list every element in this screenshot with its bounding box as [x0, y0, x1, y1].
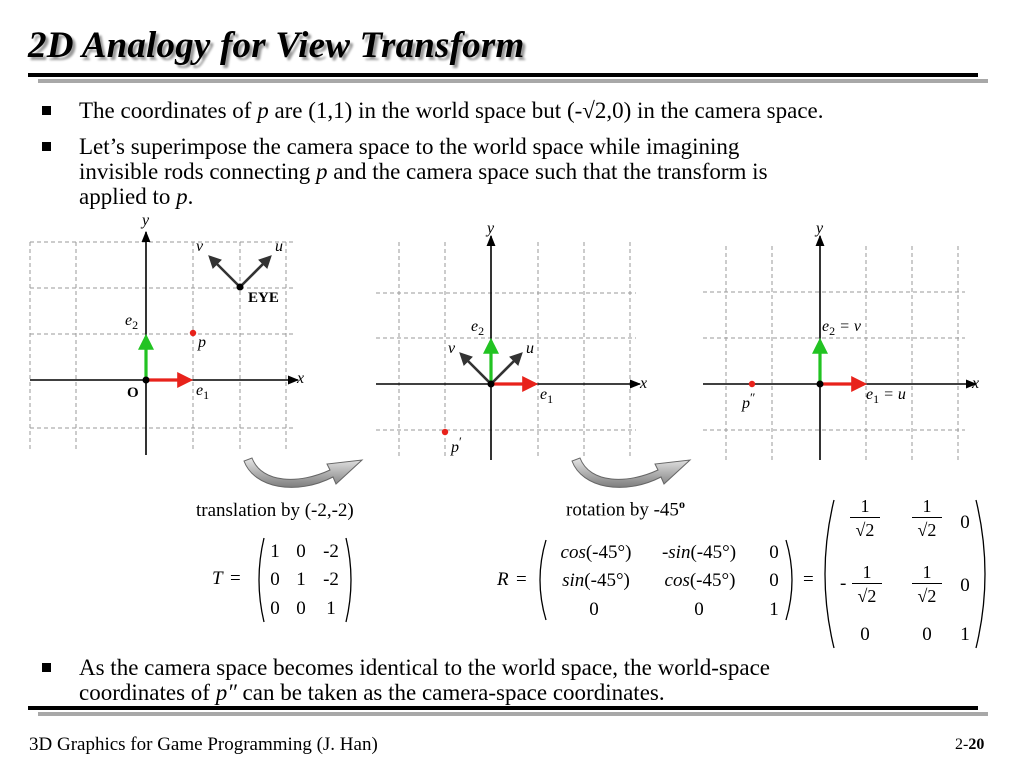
angle-arg: (-45°): [585, 542, 632, 563]
e1-subscript: 1: [203, 388, 210, 403]
bullet-2-line-3-pre: applied to: [79, 184, 177, 209]
bullet-2-line-1: Let’s superimpose the camera space to the world space while imagining: [79, 134, 740, 159]
translation-caption: translation by (-2,-2): [196, 500, 354, 521]
footer-rule-grey: [38, 712, 988, 716]
e1-base: e: [540, 386, 548, 403]
diagram-2-p-prime-label: [451, 434, 462, 457]
result-r3c2: 0: [922, 624, 932, 645]
transition-arrow-1: [244, 458, 362, 487]
diagram-1-e1-label: [196, 382, 209, 403]
diagram-3-y-label: y: [816, 220, 824, 237]
bullet-2-line-3-var: p: [176, 184, 188, 209]
degree-mark: o: [678, 497, 685, 511]
diagram-1-origin-label: O: [127, 385, 139, 401]
translation-cell-r2c3: -2: [323, 569, 339, 590]
bullet-2-line-2-var: p: [316, 159, 328, 184]
result-r3c1: 0: [860, 624, 870, 645]
result-r2c3: 0: [960, 575, 970, 596]
bullet-2-line-2-post: and the camera space such that the transform is: [327, 159, 768, 184]
title-rule: [28, 73, 988, 83]
diagram-1-e2-label: [125, 312, 138, 333]
e2-subscript: 2: [829, 324, 836, 339]
diagram-1-p-label: p: [198, 334, 206, 351]
p-base: p: [742, 395, 750, 412]
diagram-1-origin-point: [143, 377, 150, 384]
bullet-3-line-1: As the camera space becomes identical to the world space, the world-space: [79, 655, 770, 680]
diagram-2-v-label: v: [448, 340, 456, 357]
e2-base: e: [471, 318, 479, 335]
bullet-3-line-2-post: can be taken as the camera-space coordinates.: [236, 680, 665, 705]
bullet-2-line-2-pre: invisible rods connecting: [79, 159, 316, 184]
bullet-marker: [42, 142, 51, 151]
diagram-1-u-vector: [240, 257, 270, 287]
fraction-numerator: 1: [862, 562, 872, 582]
diagram-2-e2-label: [471, 318, 484, 339]
e2-subscript: 2: [478, 324, 485, 339]
rotation-cell-r1c2: [650, 542, 748, 564]
result-r1c2-fraction: [912, 496, 942, 540]
diagram-2-e1-label: [540, 386, 553, 407]
e1-equals-u: = u: [879, 386, 906, 403]
rotation-cell-r2c2: [654, 570, 746, 592]
double-prime-mark: ″: [750, 390, 756, 405]
result-r2c1-minus: -: [840, 573, 847, 594]
page-title: 2D Analogy for View Transform: [28, 25, 525, 66]
diagram-3-e1-label: [866, 386, 906, 407]
diagram-3-p-double-prime-label: [742, 390, 755, 413]
diagram-2-y-label: y: [487, 220, 495, 237]
translation-cell-r1c2: 0: [296, 541, 306, 562]
diagram-2-x-label: x: [640, 375, 648, 392]
diagram-3-x-label: x: [972, 375, 980, 392]
diagram-2-origin-point: [488, 381, 495, 388]
rotation-cell-r2c3: 0: [769, 570, 779, 591]
bullet-1-var: p: [257, 98, 269, 123]
diagram-1-grid: [30, 242, 296, 452]
e1-subscript: 1: [873, 392, 880, 407]
page-prefix: 2-: [955, 736, 969, 753]
bullet-3: [42, 655, 987, 705]
diagram-2-u-vector: [491, 354, 521, 384]
cos-function: cos: [664, 570, 690, 591]
sin-function: sin: [562, 570, 585, 591]
translation-cell-r1c1: 1: [270, 541, 280, 562]
e1-subscript: 1: [547, 392, 554, 407]
rotation-cell-r1c1: [551, 542, 641, 564]
diagram-3-point-p-double-prime: [749, 381, 755, 387]
diagram-2-v-vector: [461, 354, 491, 384]
result-r1c1-fraction: [850, 496, 880, 540]
angle-arg: (-45°): [690, 542, 737, 563]
diagram-2-point-p-prime: [442, 429, 448, 435]
bullet-1-text-post: are (1,1) in the world space but (-√2,0) in the camera space.: [268, 98, 824, 123]
p-base: p: [451, 439, 459, 456]
diagram-1-v-label: v: [196, 238, 204, 255]
diagram-3-grid: [703, 246, 965, 460]
rotation-caption: [566, 497, 685, 521]
diagram-1-eye-point: [237, 284, 244, 291]
bullet-marker: [42, 663, 51, 672]
fraction-numerator: 1: [922, 562, 932, 582]
diagram-3-e2-label: [822, 318, 861, 339]
rotation-cell-r3c3: 1: [769, 599, 779, 620]
diagram-1-v-vector: [210, 257, 240, 287]
translation-cell-r3c1: 0: [270, 598, 280, 619]
rotation-equals: =: [516, 569, 527, 590]
cos-function: cos: [560, 542, 586, 563]
translation-equals: =: [230, 568, 241, 589]
rotation-cell-r3c2: 0: [694, 599, 704, 620]
rotation-cell-r2c1: [551, 570, 641, 592]
diagram-3-origin-point: [817, 381, 824, 388]
diagram-1-x-label: x: [297, 370, 305, 387]
rotation-result-equals: =: [803, 569, 814, 590]
e1-base: e: [196, 382, 204, 399]
e2-base: e: [125, 312, 133, 329]
translation-cell-r2c2: 1: [296, 569, 306, 590]
translation-cell-r3c2: 0: [296, 598, 306, 619]
fraction-numerator: 1: [922, 496, 932, 516]
diagram-1-y-label: y: [142, 212, 150, 229]
result-r1c3: 0: [960, 512, 970, 533]
angle-arg: (-45°): [584, 570, 630, 591]
page-number: 20: [968, 736, 985, 753]
bullet-1-text-pre: The coordinates of: [79, 98, 258, 123]
diagram-1-eye-label: EYE: [248, 290, 279, 306]
translation-cell-r2c1: 0: [270, 569, 280, 590]
rotation-cell-r3c1: 0: [589, 599, 599, 620]
translation-matrix-symbol: T: [212, 568, 223, 589]
transition-arrow-2: [572, 458, 690, 487]
prime-mark: ′: [459, 434, 462, 449]
rotation-cell-r1c3: 0: [769, 542, 779, 563]
bullet-2: [42, 134, 987, 209]
bullet-2-line-3-post: .: [187, 184, 194, 209]
bullet-marker: [42, 106, 51, 115]
result-r3c3: 1: [960, 624, 970, 645]
diagram-2-u-label: u: [526, 340, 534, 357]
diagram-2-grid: [376, 242, 636, 458]
footer-rule-dark: [28, 706, 978, 710]
e2-equals-v: = v: [835, 318, 862, 335]
bullet-3-line-2-pre: coordinates of: [79, 680, 216, 705]
fraction-denominator: √2: [917, 520, 937, 540]
result-r2c1-fraction: [852, 562, 882, 606]
e1-base: e: [866, 386, 874, 403]
angle-arg: (-45°): [689, 570, 736, 591]
rotation-caption-text: rotation by -45: [566, 499, 679, 521]
rotation-matrix-symbol: R: [497, 569, 509, 590]
fraction-denominator: √2: [917, 586, 937, 606]
fraction-denominator: √2: [855, 520, 875, 540]
bullet-1: [42, 98, 987, 123]
e2-subscript: 2: [132, 318, 139, 333]
translation-cell-r3c3: 1: [326, 598, 336, 619]
diagram-1-point-p: [190, 330, 196, 336]
footer-course-title: 3D Graphics for Game Programming (J. Han): [29, 734, 378, 755]
fraction-numerator: 1: [860, 496, 870, 516]
translation-cell-r1c3: -2: [323, 541, 339, 562]
diagram-1-u-label: u: [275, 238, 283, 255]
fraction-denominator: √2: [857, 586, 877, 606]
sin-function: -sin: [661, 542, 691, 563]
e2-base: e: [822, 318, 830, 335]
result-r2c2-fraction: [912, 562, 942, 606]
bullet-3-line-2-var: p″: [215, 680, 237, 705]
footer-page-number: [955, 736, 984, 754]
